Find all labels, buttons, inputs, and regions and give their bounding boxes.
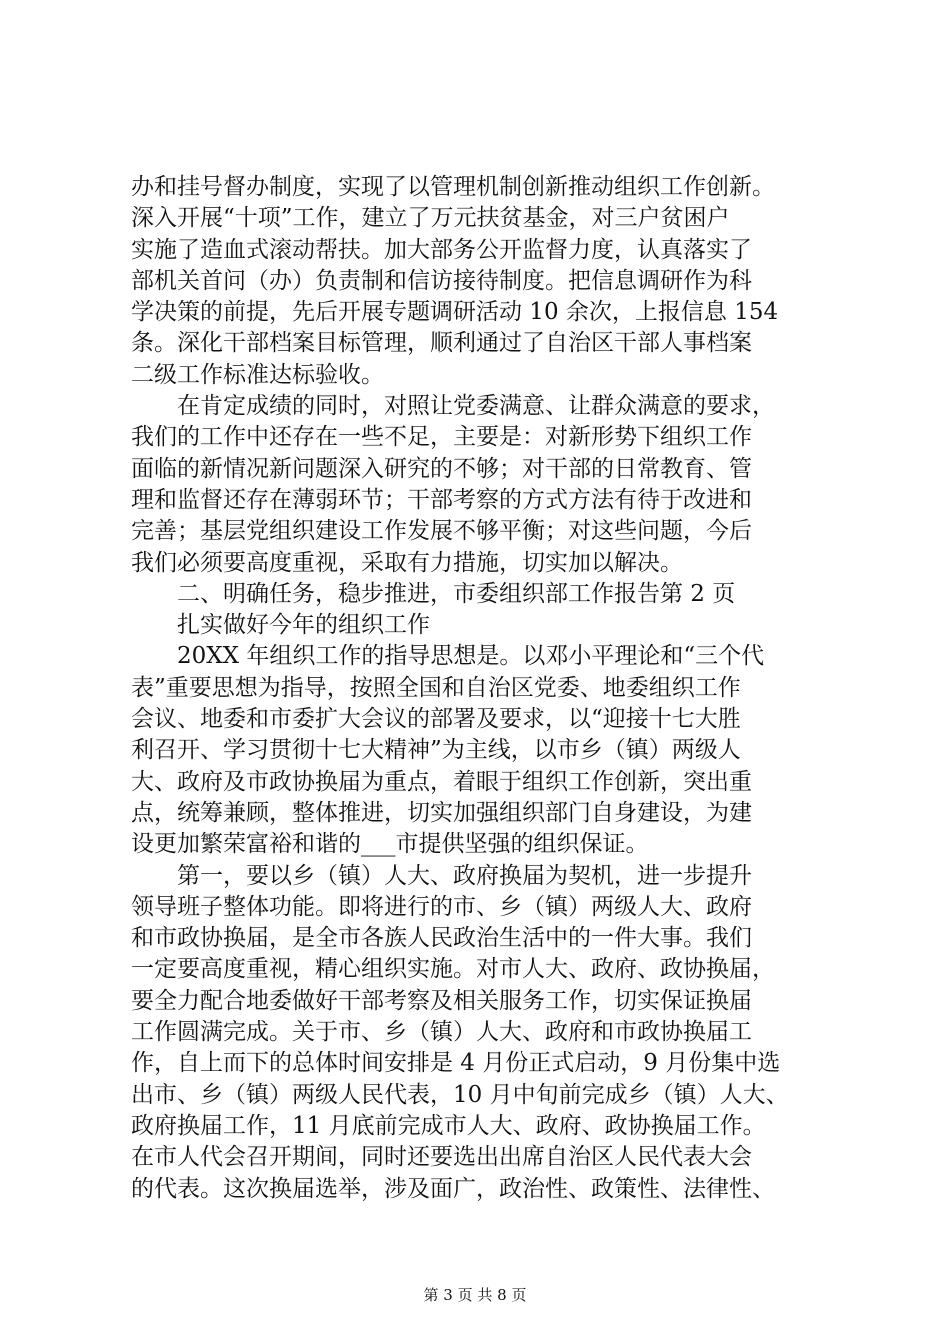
text-line: 部机关首问（办）负责制和信访接待制度。把信息调研作为科 (131, 267, 752, 294)
text-line: 在肯定成绩的同时，对照让党委满意、让群众满意的要求， (177, 393, 775, 420)
text-line: 理和监督还存在薄弱环节；干部考察的方式方法有待于改进和 (131, 486, 752, 513)
text-line: 出市、乡（镇）两级人民代表，10 月中旬前完成乡（镇）人大、 (131, 1081, 789, 1108)
text-line: 会议、地委和市委扩大会议的部署及要求，以“迎接十七大胜 (131, 706, 741, 733)
text-line: 领导班子整体功能。即将进行的市、乡（镇）两级人大、政府 (131, 893, 752, 920)
text-line: 利召开、学习贯彻十七大精神”为主线，以市乡（镇）两级人 (131, 737, 741, 764)
page-footer: 第 3 页 共 8 页 (423, 1286, 527, 1304)
text-line: 工作圆满完成。关于市、乡（镇）人大、政府和市政协换届工 (131, 1019, 752, 1046)
text-line: 二、明确任务，稳步推进，市委组织部工作报告第 2 页 (177, 580, 736, 607)
text-line: 面临的新情况新问题深入研究的不够；对干部的日常教育、管 (131, 455, 752, 482)
text-line: 办和挂号督办制度，实现了以管理机制创新推动组织工作创新。 (131, 174, 775, 200)
text-line: 一定要高度重视，精心组织实施。对市人大、政府、政协换届， (131, 956, 775, 983)
text-line: 的代表。这次换届选举，涉及面广，政治性、政策性、法律性、 (131, 1175, 775, 1202)
text-line: 深入开展“十项”工作，建立了万元扶贫基金，对三户贫困户 (131, 205, 730, 232)
text-line: 作，自上而下的总体时间安排是 4 月份正式启动，9 月份集中选 (131, 1050, 781, 1077)
text-line: 二级工作标准达标验收。 (131, 361, 384, 388)
text-line: 实施了造血式滚动帮扶。加大部务公开监督力度，认真落实了 (131, 236, 752, 263)
text-line: 点，统筹兼顾，整体推进，切实加强组织部门自身建设，为建 (131, 799, 752, 826)
text-line: 要全力配合地委做好干部考察及相关服务工作，切实保证换届 (131, 987, 752, 1014)
text-line: 我们的工作中还存在一些不足，主要是：对新形势下组织工作 (131, 424, 752, 451)
text-line: 学决策的前提，先后开展专题调研活动 10 余次，上报信息 154 (131, 299, 779, 326)
text-line: 第一，要以乡（镇）人大、政府换届为契机，进一步提升 (177, 862, 752, 889)
document-body (131, 172, 831, 1205)
text-line: 条。深化干部档案目标管理，顺利通过了自治区干部人事档案 (131, 330, 752, 357)
text-line: 扎实做好今年的组织工作 (177, 612, 430, 639)
text-line: 完善；基层党组织建设工作发展不够平衡；对这些问题，今后 (131, 518, 752, 545)
text-line: 在市人代会召开期间，同时还要选出出席自治区人民代表大会 (131, 1144, 752, 1171)
text-line: 我们必须要高度重视，采取有力措施，切实加以解决。 (131, 549, 683, 576)
text-line: 20XX 年组织工作的指导思想是。以邓小平理论和“三个代 (177, 643, 765, 670)
text-line: 和市政协换届，是全市各族人民政治生活中的一件大事。我们 (131, 925, 752, 952)
text-line: 大、政府及市政协换届为重点，着眼于组织工作创新，突出重 (131, 768, 752, 795)
text-line: 政府换届工作，11 月底前完成市人大、政府、政协换届工作。 (131, 1112, 766, 1139)
text-line: 设更加繁荣富裕和谐的___市提供坚强的组织保证。 (131, 831, 649, 858)
text-line: 表”重要思想为指导，按照全国和自治区党委、地委组织工作 (131, 674, 741, 701)
